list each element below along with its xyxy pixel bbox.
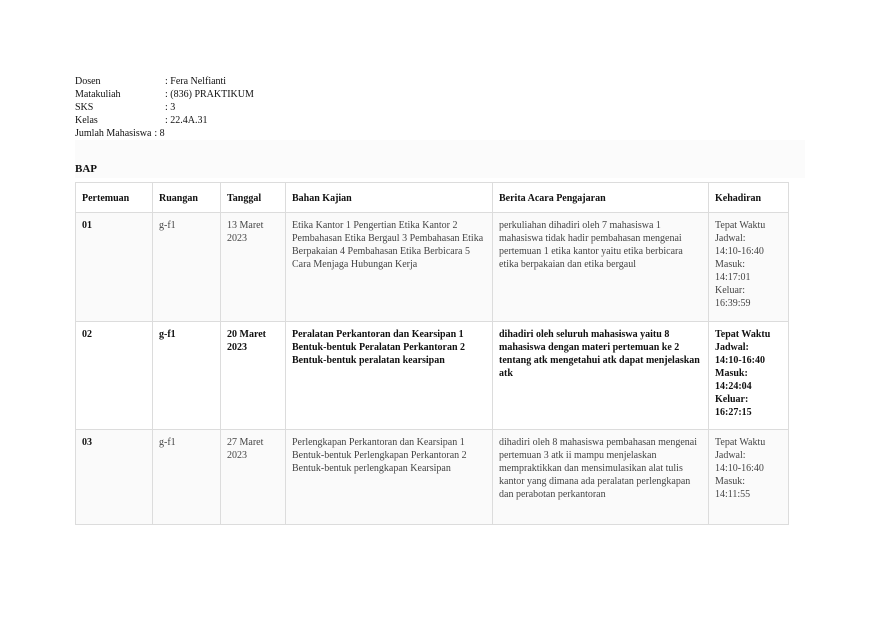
cell-tanggal: 13 Maret 2023 xyxy=(221,213,286,322)
kehadiran-line: 16:39:59 xyxy=(715,298,751,309)
header-berita-acara: Berita Acara Pengajaran xyxy=(493,183,709,213)
cell-pertemuan: 01 xyxy=(76,213,153,322)
info-label: Kelas xyxy=(75,115,98,126)
info-label: Jumlah Mahasiswa xyxy=(75,128,152,139)
kehadiran-line: 14:10-16:40 xyxy=(715,463,764,474)
cell-tanggal: 27 Maret 2023 xyxy=(221,430,286,525)
kehadiran-line: Jadwal: xyxy=(715,450,746,461)
section-band xyxy=(75,140,805,178)
info-value: : 22.4A.31 xyxy=(165,115,208,126)
info-row-jumlah xyxy=(75,127,254,140)
kehadiran-line: Keluar: xyxy=(715,394,749,405)
kehadiran-line: Masuk: xyxy=(715,368,748,379)
cell-tanggal: 20 Maret 2023 xyxy=(221,322,286,430)
kehadiran-line: 14:17:01 xyxy=(715,272,751,283)
header-ruangan: Ruangan xyxy=(153,183,221,213)
cell-kehadiran xyxy=(709,430,789,525)
kehadiran-line: Tepat Waktu xyxy=(715,437,766,448)
kehadiran-line: Jadwal: xyxy=(715,342,749,353)
cell-berita-acara: dihadiri oleh 8 mahasiswa pembahasan mengenai pertemuan 3 atk ii mampu menjelaskan mempraktikkan dan mensimulasikan alat tulis kantor yang dimana ada peralatan perlengkapan dan perabotan perkantoran xyxy=(493,430,709,525)
cell-pertemuan: 02 xyxy=(76,322,153,430)
cell-ruangan: g-f1 xyxy=(153,430,221,525)
info-label: Matakuliah xyxy=(75,89,121,100)
cell-berita-acara: dihadiri oleh seluruh mahasiswa yaitu 8 mahasiswa dengan materi pertemuan ke 2 tentang atk mengetahui atk dapat menjelaskan atk xyxy=(493,322,709,430)
cell-kehadiran xyxy=(709,322,789,430)
header-kehadiran: Kehadiran xyxy=(709,183,789,213)
kehadiran-line: 14:10-16:40 xyxy=(715,246,764,257)
info-row-sks xyxy=(75,101,254,114)
bap-table xyxy=(75,182,789,525)
cell-ruangan: g-f1 xyxy=(153,213,221,322)
kehadiran-line: 14:11:55 xyxy=(715,489,751,500)
course-info xyxy=(75,75,254,140)
kehadiran-line: Masuk: xyxy=(715,476,745,487)
cell-bahan-kajian: Peralatan Perkantoran dan Kearsipan 1 Bentuk-bentuk Peralatan Perkantoran 2 Bentuk-bentuk peralatan kearsipan xyxy=(286,322,493,430)
kehadiran-line: 14:24:04 xyxy=(715,381,752,392)
header-bahan-kajian: Bahan Kajian xyxy=(286,183,493,213)
kehadiran-line: Keluar: xyxy=(715,285,745,296)
cell-berita-acara: perkuliahan dihadiri oleh 7 mahasiswa 1 mahasiswa tidak hadir pembahasan mengenai pertemuan 1 etika kantor yaitu etika berbicara etika berpakaian dan etika bergaul xyxy=(493,213,709,322)
info-value: : 8 xyxy=(154,128,165,139)
info-label: Dosen xyxy=(75,76,101,87)
info-value: : Fera Nelfianti xyxy=(165,76,227,87)
header-pertemuan: Pertemuan xyxy=(76,183,153,213)
info-value: : 3 xyxy=(165,102,176,113)
kehadiran-line: Tepat Waktu xyxy=(715,220,766,231)
table-row xyxy=(76,322,789,430)
kehadiran-line: Jadwal: xyxy=(715,233,746,244)
table-header-row xyxy=(76,183,789,213)
info-label: SKS xyxy=(75,102,94,113)
table-row xyxy=(76,213,789,322)
cell-pertemuan: 03 xyxy=(76,430,153,525)
kehadiran-line: 14:10-16:40 xyxy=(715,355,765,366)
cell-bahan-kajian: Perlengkapan Perkantoran dan Kearsipan 1 Bentuk-bentuk Perlengkapan Perkantoran 2 Bentuk-bentuk perlengkapan Kearsipan xyxy=(286,430,493,525)
info-row-kelas xyxy=(75,114,254,127)
kehadiran-line: 16:27:15 xyxy=(715,407,752,418)
cell-bahan-kajian: Etika Kantor 1 Pengertian Etika Kantor 2 Pembahasan Etika Bergaul 3 Pembahasan Etika Berpakaian 4 Pembahasan Etika Berbicara 5 Cara Menjaga Hubungan Kerja xyxy=(286,213,493,322)
header-tanggal: Tanggal xyxy=(221,183,286,213)
cell-ruangan: g-f1 xyxy=(153,322,221,430)
kehadiran-line: Tepat Waktu xyxy=(715,329,771,340)
table-row xyxy=(76,430,789,525)
info-row-matakuliah xyxy=(75,88,254,101)
info-row-dosen xyxy=(75,75,254,88)
kehadiran-line: Masuk: xyxy=(715,259,745,270)
section-title: BAP xyxy=(75,163,97,175)
info-value: : (836) PRAKTIKUM xyxy=(165,89,254,100)
cell-kehadiran xyxy=(709,213,789,322)
